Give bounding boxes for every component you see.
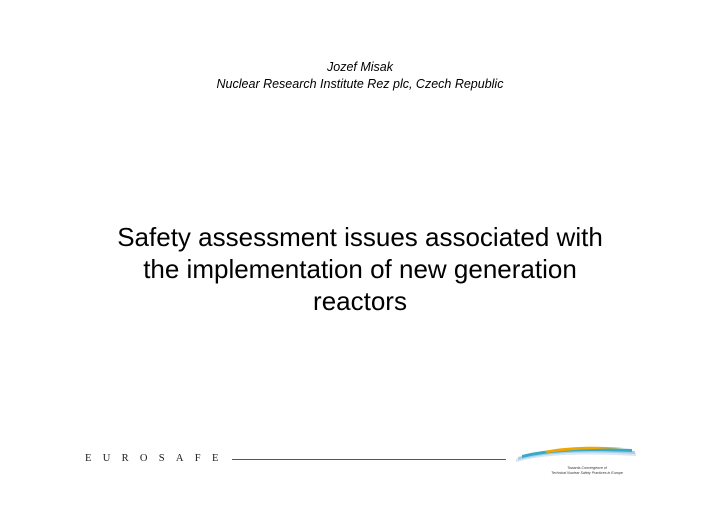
slide-title-line-3: reactors — [313, 286, 407, 316]
author-name: Jozef Misak — [327, 60, 393, 74]
author-affiliation: Nuclear Research Institute Rez plc, Czech Republic — [216, 77, 504, 91]
eurosafe-swoosh-icon — [514, 444, 640, 466]
slide-title-line-2: the implementation of new generation — [143, 254, 577, 284]
logo-tagline-line-2: Technical Nuclear Safety Practices in Europe — [551, 470, 623, 475]
logo-tagline-line-1: Towards Convergence of — [567, 466, 607, 470]
footer-divider — [232, 459, 506, 460]
slide-title — [60, 221, 660, 317]
eurosafe-logo — [514, 444, 640, 478]
slide-title-line-1: Safety assessment issues associated with — [117, 222, 603, 252]
author-block — [0, 59, 720, 93]
eurosafe-wordmark: EUROSAFE — [85, 453, 230, 464]
